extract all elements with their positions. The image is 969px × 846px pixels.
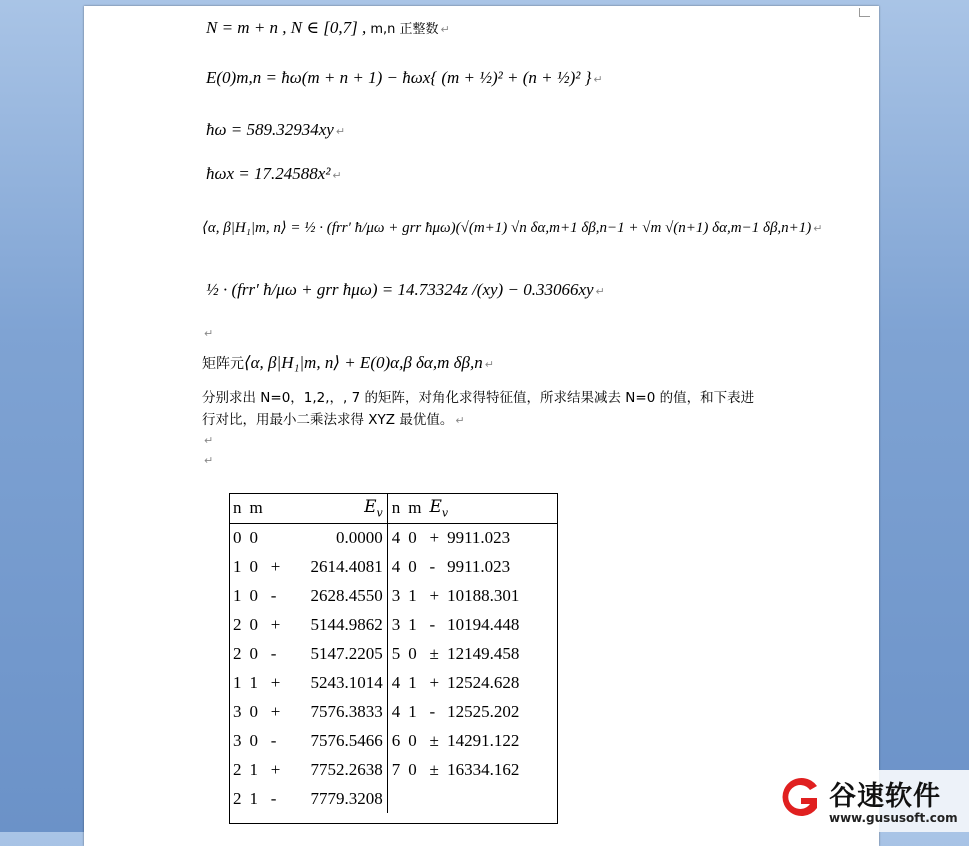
cell-n: 4 [391,556,401,576]
watermark-name: 谷速软件 [829,781,941,812]
document-page [84,6,879,846]
cell-m: 0 [249,585,258,605]
cell-value: 2628.4550 [288,581,387,610]
description-line-1: 分别求出 N=0，1,2,，, 7 的矩阵，对角化求得特征值，所求结果减去 N=0 的值，和下表进 [202,390,755,406]
cell-n: 2 [233,643,242,663]
cell-value [443,784,523,813]
cell-m: 1 [408,672,417,692]
cell-n: 3 [233,701,242,721]
header-m: m [408,498,422,517]
cell-sign [267,523,289,552]
cell-sign: + [270,614,281,634]
cell-n: 4 [391,672,401,692]
cell-n: 6 [391,730,401,750]
watermark-logo [769,770,969,832]
cell-m: 0 [408,643,417,663]
cell-value: 7779.3208 [288,784,387,813]
cell-value: 2614.4081 [288,552,387,581]
empty-paragraph: ↵ [204,434,214,447]
cell-n: 2 [233,614,242,634]
cell-m: 0 [249,556,258,576]
cell-sign: + [270,701,281,721]
cell-value: 12524.628 [447,672,520,692]
matrix-element-line: 矩阵元⟨α, β|H₁|m, n⟩ + E(0)α,β δα,m δβ,n ↵ [202,353,494,372]
cell-m: 1 [249,672,258,692]
cell-m: 0 [408,527,417,547]
header-n: n [233,498,242,517]
cell-sign: - [429,556,436,576]
cell-sign: ± [429,759,439,779]
cell-value: 7752.2638 [288,755,387,784]
cell-value: 9911.023 [447,556,511,576]
cell-value: 12149.458 [447,643,520,663]
cell-m: 0 [249,701,258,721]
cell-m: 0 [249,614,258,634]
cell-m: 0 [408,759,417,779]
cell-value: 7576.5466 [288,726,387,755]
equation-energy: E(0)m,n = ħω(m + n + 1) − ħωx{ (m + ½)² + (n + ½)² } ↵ [206,68,603,87]
cell-n: 3 [391,585,401,605]
table-row [229,726,523,755]
equation-coefficient: ½ · (frr′ ħ/μω + grr ħμω) = 14.73324z /(xy) − 0.33066xy ↵ [206,280,605,299]
equation-hbar-omega: ħω = 589.32934xy ↵ [206,120,346,139]
table-row [229,581,523,610]
cell-value: 7576.3833 [288,697,387,726]
cell-sign: ± [429,730,439,750]
equation-hbar-omega-x: ħωx = 17.24588x² ↵ [206,164,342,183]
cell-sign: - [270,585,277,605]
cell-n: 2 [233,759,242,779]
table-row [229,697,523,726]
cell-m: 1 [249,759,258,779]
table-row [229,668,523,697]
cell-n: 0 [233,527,242,547]
table-row [229,755,523,784]
table-row [229,552,523,581]
logo-g-icon [777,774,823,820]
cell-value: 5147.2205 [288,639,387,668]
cell-m: 0 [249,527,258,547]
cell-sign: + [270,556,281,576]
cell-sign: ± [429,643,439,663]
cell-m: 0 [408,730,417,750]
empty-paragraph: ↵ [204,327,214,340]
cell-n: 7 [391,759,401,779]
empty-paragraph: ↵ [204,454,214,467]
cell-n: 2 [233,788,242,808]
cell-m: 0 [249,730,258,750]
equation-matrix-element: ⟨α, β|H₁|m, n⟩ = ½ · (frr′ ħ/μω + grr ħμω)(√(m+1) √n δα,m+1 δβ,n−1 + √m √(n+1) δα,m−1 δβ,n+1) ↵ [202,220,823,236]
cell-value: 16334.162 [447,759,520,779]
cell-value: 10194.448 [447,614,520,634]
cell-m: 1 [408,585,417,605]
cell-sign: - [270,643,277,663]
table-row [229,639,523,668]
cell-n: 4 [391,527,401,547]
header-m: m [249,498,263,517]
cell-n: 4 [391,701,401,721]
cell-n [387,784,404,813]
equation-n-definition: N = m + n , N ∈ [0,7] , m,n 正整数 ↵ [206,18,450,37]
cell-n: 1 [233,585,242,605]
cell-sign: + [429,672,440,692]
cell-sign: + [429,585,440,605]
cell-n: 1 [233,556,242,576]
cell-m: 1 [408,701,417,721]
header-ev: $E_v$ [429,496,449,520]
cell-m [404,784,425,813]
energy-table [229,493,523,813]
cell-sign: + [270,672,281,692]
cell-sign: + [429,527,440,547]
cell-sign [425,784,443,813]
cell-sign: - [270,788,277,808]
cell-m: 0 [249,643,258,663]
table-body [229,523,523,813]
table-row [229,523,523,552]
cell-n: 3 [233,730,242,750]
table-header-row [229,493,523,523]
cell-value: 14291.122 [447,730,520,750]
page-corner-mark [859,8,870,17]
description-line-2: 行对比，用最小二乘法求得 XYZ 最优值。 ↵ [202,412,465,428]
cell-value: 12525.202 [447,701,520,721]
cell-n: 5 [391,643,401,663]
cell-n: 1 [233,672,242,692]
cell-value: 9911.023 [447,527,511,547]
cell-n: 3 [391,614,401,634]
header-n: n [391,498,401,517]
header-ev: $E_v$ [267,493,388,523]
cell-m: 1 [408,614,417,634]
cell-value: 10188.301 [447,585,520,605]
watermark-url: www.gususoft.com [829,811,958,825]
cell-sign: - [270,730,277,750]
cell-value: 0.0000 [288,523,387,552]
cell-sign: - [429,614,436,634]
cell-sign: + [270,759,281,779]
cell-m: 1 [249,788,258,808]
cell-m: 0 [408,556,417,576]
cell-value: 5144.9862 [288,610,387,639]
table-row [229,784,523,813]
table-row [229,610,523,639]
cell-sign: - [429,701,436,721]
cell-value: 5243.1014 [288,668,387,697]
